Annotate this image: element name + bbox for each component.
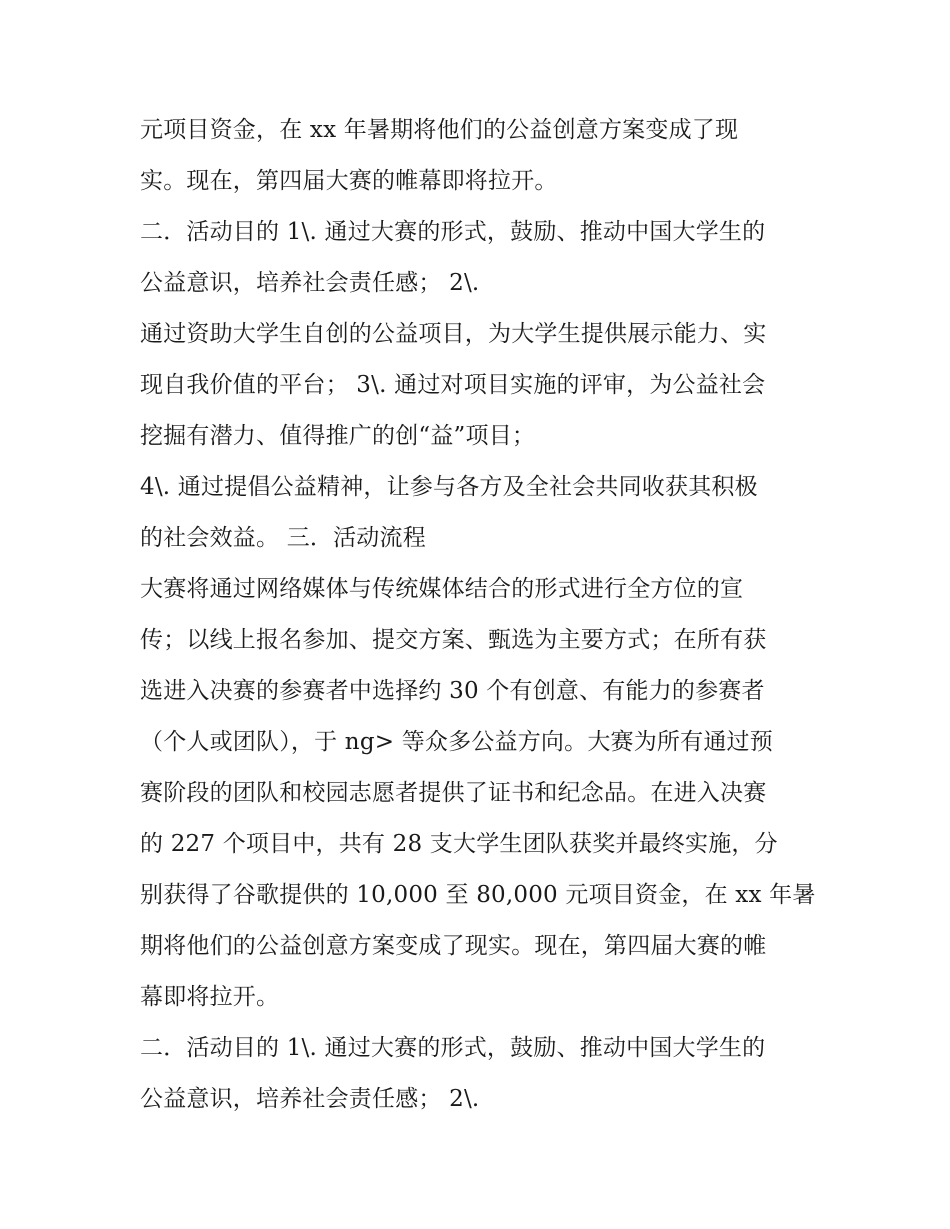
text-line: 幕即将拉开。 — [140, 984, 280, 1010]
text-line: 的 227 个项目中，共有 28 支大学生团队获奖并最终实施，分 — [140, 831, 778, 857]
text-line: 4\. 通过提倡公益精神，让参与各方及全社会共同收获其积极 — [140, 474, 758, 500]
text-line: 二．活动目的 1\. 通过大赛的形式，鼓励、推动中国大学生的 — [140, 1035, 766, 1061]
text-line: 大赛将通过网络媒体与传统媒体结合的形式进行全方位的宣 — [140, 576, 744, 602]
text-line: 实。现在，第四届大赛的帷幕即将拉开。 — [140, 168, 558, 194]
text-line: （个人或团队），于 ng> 等众多公益方向。大赛为所有通过预 — [140, 729, 773, 755]
document-body — [140, 105, 830, 1125]
text-line: 期将他们的公益创意方案变成了现实。现在，第四届大赛的帷 — [140, 933, 767, 959]
text-line: 挖掘有潜力、值得推广的创“益”项目； — [140, 423, 536, 449]
text-line: 的社会效益。 三．活动流程 — [140, 525, 426, 551]
text-line: 公益意识，培养社会责任感； 2\. — [140, 1086, 480, 1112]
text-line: 元项目资金，在 xx 年暑期将他们的公益创意方案变成了现 — [140, 117, 739, 143]
text-line: 公益意识，培养社会责任感； 2\. — [140, 270, 480, 296]
text-line: 传；以线上报名参加、提交方案、甄选为主要方式；在所有获 — [140, 627, 767, 653]
text-line: 二．活动目的 1\. 通过大赛的形式，鼓励、推动中国大学生的 — [140, 219, 766, 245]
text-line: 现自我价值的平台； 3\. 通过对项目实施的评审，为公益社会 — [140, 372, 766, 398]
text-line: 赛阶段的团队和校园志愿者提供了证书和纪念品。在进入决赛 — [140, 780, 767, 806]
text-line: 别获得了谷歌提供的 10,000 至 80,000 元项目资金，在 xx 年暑 — [140, 882, 816, 908]
text-line: 选进入决赛的参赛者中选择约 30 个有创意、有能力的参赛者 — [140, 678, 765, 704]
text-line: 通过资助大学生自创的公益项目，为大学生提供展示能力、实 — [140, 321, 767, 347]
